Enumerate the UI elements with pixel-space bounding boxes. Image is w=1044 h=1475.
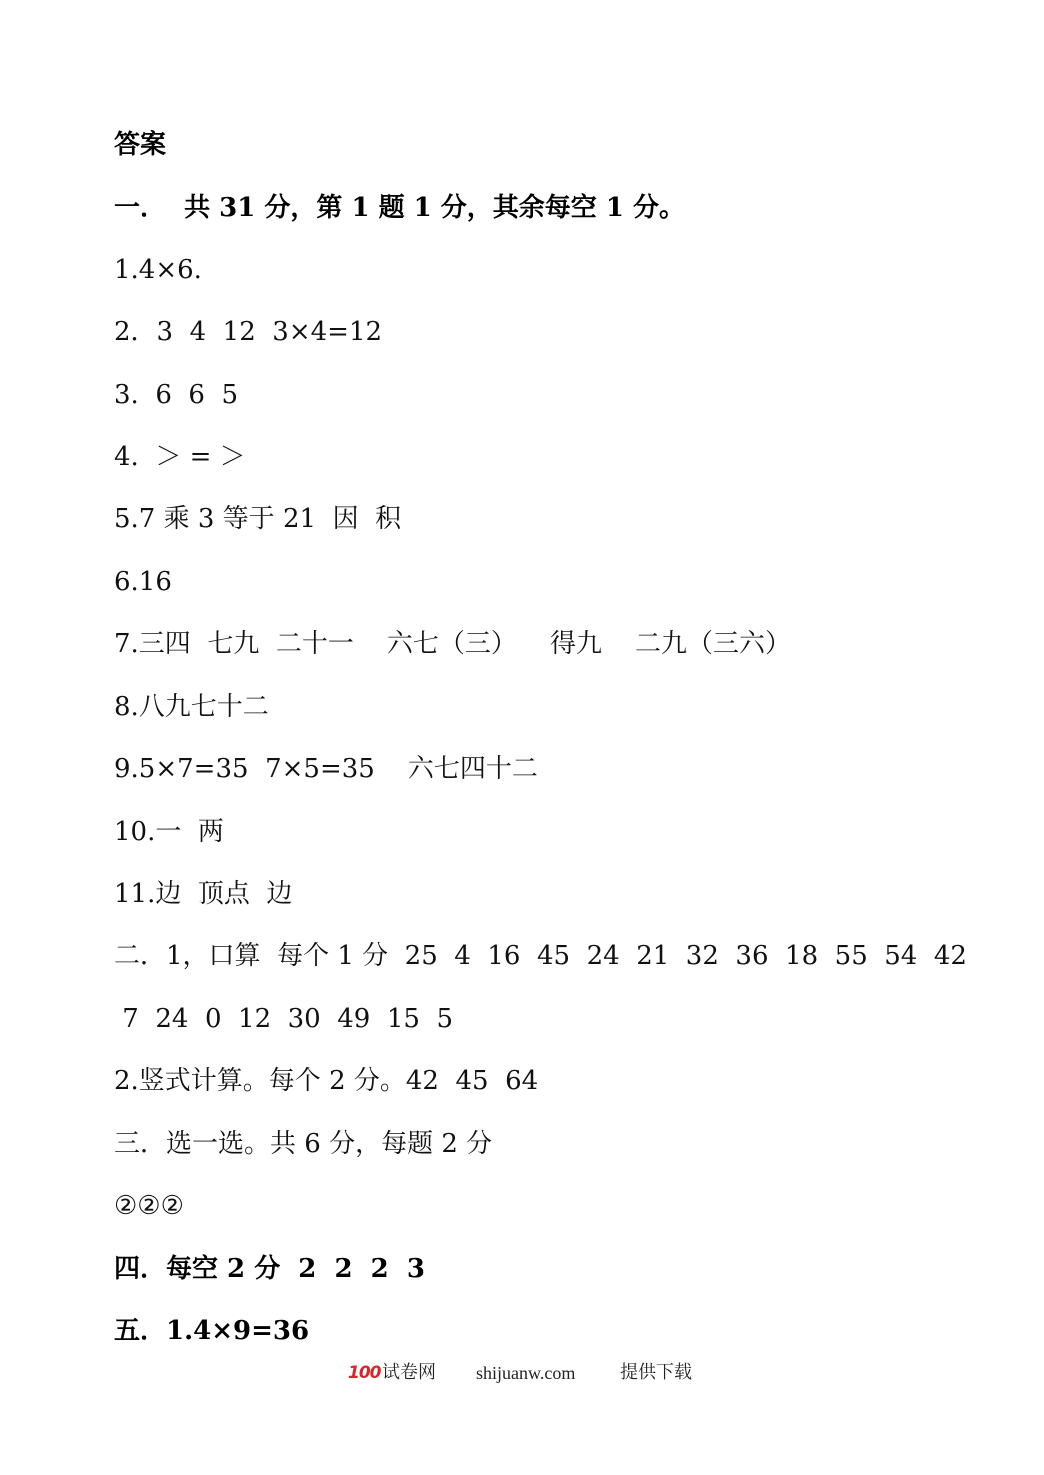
answer-line-1-8: 8.八九七十二 — [114, 692, 269, 722]
answer-line-1-6: 6.16 — [114, 567, 172, 597]
answer-line-1-7: 7.三四 七九 二十一 六七（三） 得九 二九（三六） — [114, 629, 792, 659]
section-1-header: 一． 共 31 分，第 1 题 1 分，其余每空 1 分。 — [114, 193, 685, 223]
section-3-header: 三．选一选。共 6 分，每题 2 分 — [114, 1129, 493, 1159]
page-title: 答案 — [114, 130, 167, 160]
footer-brand: 试卷网 — [382, 1362, 436, 1383]
section-4-line: 四．每空 2 分 2 2 2 3 — [114, 1254, 425, 1284]
section-2-line-1: 二．1，口算 每个 1 分 25 4 16 45 24 21 32 36 18 55 54 42 — [114, 941, 967, 971]
answer-line-1-1: 1.4×6. — [114, 255, 202, 285]
footer-url: shijuanw.com — [476, 1363, 576, 1383]
answer-line-1-3: 3. 6 6 5 — [114, 380, 239, 410]
section-3-answers: ②②② — [114, 1191, 184, 1221]
section-2-line-1-cont: 7 24 0 12 30 49 15 5 — [114, 1004, 454, 1034]
answer-line-1-10: 10.一 两 — [114, 817, 224, 847]
footer-tagline: 提供下载 — [620, 1362, 692, 1383]
page-footer — [0, 1356, 1044, 1390]
answer-line-1-5: 5.7 乘 3 等于 21 因 积 — [114, 504, 402, 534]
section-5-line: 五．1.4×9=36 — [114, 1316, 310, 1346]
section-2-line-2: 2.竖式计算。每个 2 分。42 45 64 — [114, 1066, 539, 1096]
site-logo: 100 — [348, 1363, 381, 1383]
answer-line-1-4: 4. ＞ = ＞ — [114, 442, 246, 472]
answer-line-1-2: 2．3 4 12 3×4=12 — [114, 317, 383, 347]
answer-line-1-9: 9.5×7=35 7×5=35 六七四十二 — [114, 754, 538, 784]
answer-line-1-11: 11.边 顶点 边 — [114, 879, 293, 909]
